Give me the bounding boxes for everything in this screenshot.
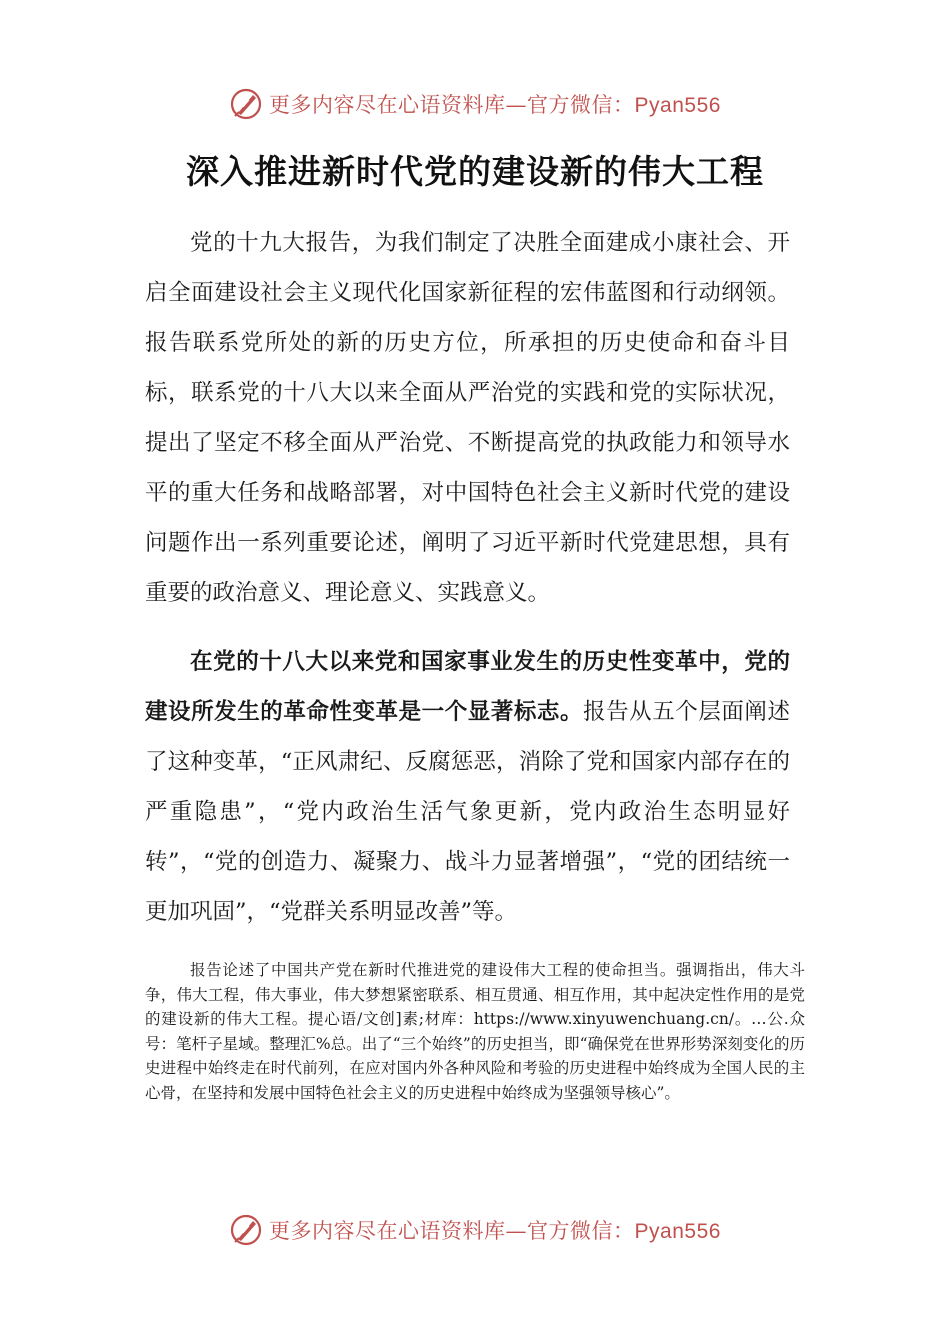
paragraph-3: 报告论述了中国共产党在新时代推进党的建设伟大工程的使命担当。强调指出，伟大斗争，伟大工程，伟大事业，伟大梦想紧密联系、相互贯通、相互作用，其中起决定性作用的是党的建设新的伟大工程。提心语/文创]素;材库：https://www.xinyuwenchuang.cn/。…公.众号：笔杆子星域。整理汇%总。出了“三个始终”的历史担当，即“确保党在世界形势深刻变化的历史进程中始终走在时代前列，在应对国内外各种风险和考验的历史进程中始终成为全国人民的主心骨，在坚持和发展中国特色社会主义的历史进程中始终成为坚强领导核心”。 bbox=[145, 961, 805, 1102]
header-wechat-account: Pyan556 bbox=[634, 94, 721, 117]
document-title: 深入推进新时代党的建设新的伟大工程 bbox=[186, 152, 764, 191]
header-banner-text: 更多内容尽在心语资料库—官方微信：Pyan556 bbox=[269, 93, 721, 117]
quill-logo-icon bbox=[229, 87, 263, 121]
paragraph-2 bbox=[145, 637, 790, 937]
paragraph-1: 党的十九大报告，为我们制定了决胜全面建成小康社会、开启全面建设社会主义现代化国家新征程的宏伟蓝图和行动纲领。报告联系党所处的新的历史方位，所承担的历史使命和奋斗目标，联系党的十八大以来全面从严治党的实践和党的实际状况，提出了坚定不移全面从严治党、不断提高党的执政能力和领导水平的重大任务和战略部署，对中国特色社会主义新时代党的建设问题作出一系列重要论述，阐明了习近平新时代党建思想，具有重要的政治意义、理论意义、实践意义。 bbox=[145, 230, 790, 606]
quill-logo-icon bbox=[229, 1213, 263, 1247]
footer-wechat-account: Pyan556 bbox=[634, 1220, 721, 1243]
paragraph-2-body: 报告从五个层面阐述了这种变革，“正风肃纪、反腐惩恶，消除了党和国家内部存在的严重隐患”，“党内政治生活气象更新，党内政治生态明显好转”，“党的创造力、凝聚力、战斗力显著增强”，“党的团结统一更加巩固”，“党群关系明显改善”等。 bbox=[145, 699, 790, 925]
header-banner bbox=[0, 82, 950, 126]
footer-banner bbox=[0, 1208, 950, 1252]
paragraph-2-bold-lead: 在党的十八大以来党和国家事业发生的历史性变革中，党的建设所发生的革命性变革是一个显著标志。 bbox=[145, 649, 790, 725]
footer-banner-text: 更多内容尽在心语资料库—官方微信：Pyan556 bbox=[269, 1219, 721, 1243]
